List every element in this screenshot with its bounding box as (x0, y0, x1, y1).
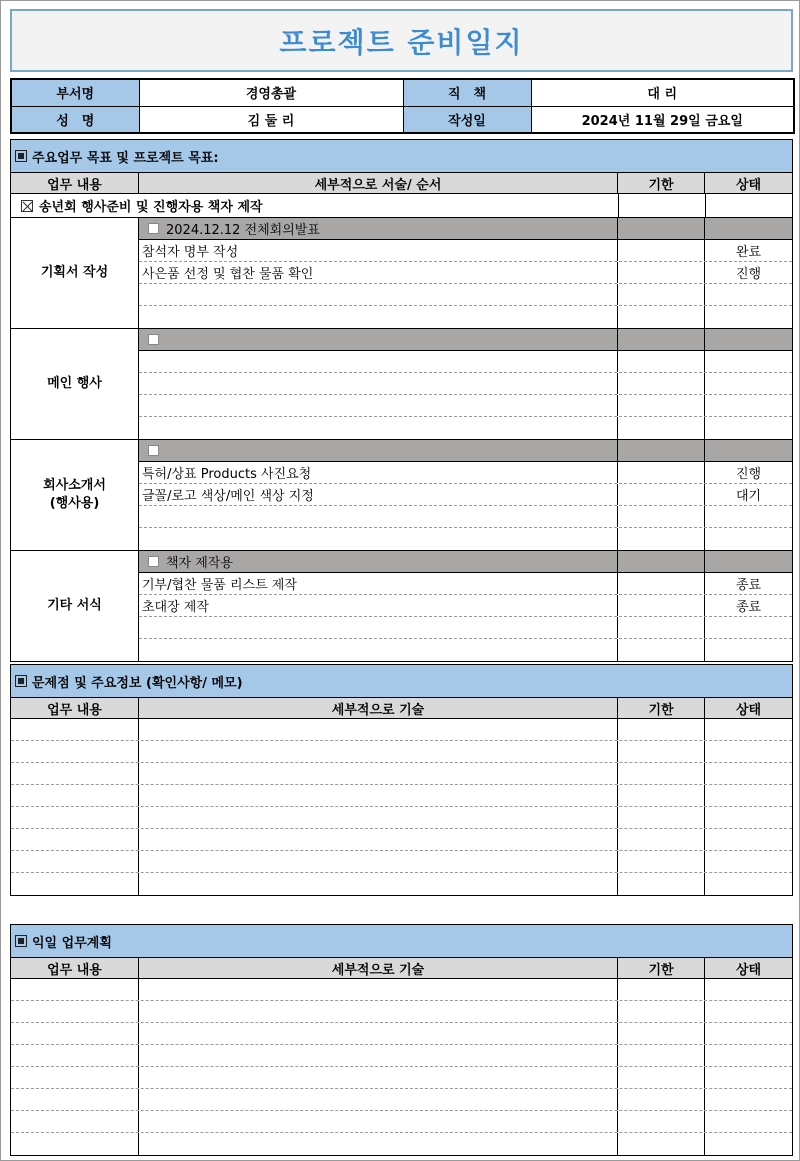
status-cell[interactable]: 완료 (735, 245, 762, 260)
blank-cell[interactable] (11, 829, 139, 850)
col-task: 업무 내용 (11, 698, 139, 718)
blank-cell[interactable] (139, 719, 618, 740)
task-detail-cell[interactable] (139, 506, 618, 527)
checkbox-icon[interactable] (148, 334, 159, 345)
blank-cell[interactable] (618, 785, 705, 806)
task-group (11, 218, 792, 329)
blank-cell[interactable] (618, 763, 705, 784)
blank-cell[interactable] (11, 763, 139, 784)
dept-value[interactable]: 경영총괄 (139, 79, 403, 106)
goals-column-header (11, 173, 792, 194)
task-detail-cell[interactable] (139, 417, 618, 439)
title-box (10, 9, 793, 72)
status-cell[interactable] (705, 417, 792, 439)
blank-cell[interactable] (705, 1067, 792, 1088)
blank-cell[interactable] (11, 1045, 139, 1066)
checkbox-icon[interactable] (148, 223, 159, 234)
blank-cell[interactable] (618, 719, 705, 740)
status-cell[interactable] (705, 284, 792, 305)
task-detail-cell[interactable] (139, 351, 618, 372)
blank-cell[interactable] (705, 763, 792, 784)
blank-cell[interactable] (11, 1089, 139, 1110)
table-row (139, 240, 792, 262)
blank-cell[interactable] (705, 1133, 792, 1155)
table-row (139, 639, 792, 661)
goals-section-heading (11, 140, 792, 173)
deadline-cell[interactable] (618, 351, 705, 372)
status-cell[interactable] (705, 528, 792, 550)
blank-cell[interactable] (139, 1133, 618, 1155)
table-row (139, 262, 792, 284)
checkbox-icon[interactable] (148, 556, 159, 567)
col-detail: 세부적으로 기술 (139, 958, 618, 978)
blank-cell[interactable] (11, 1133, 139, 1155)
blank-cell[interactable] (618, 873, 705, 895)
blank-cell[interactable] (618, 829, 705, 850)
table-row (139, 284, 792, 306)
task-detail-cell[interactable] (139, 528, 618, 550)
task-detail-cell[interactable]: 특허/상표 Products 사진요청 (139, 462, 618, 483)
deadline-cell[interactable] (618, 484, 705, 505)
col-status: 상태 (735, 177, 762, 193)
blank-cell[interactable] (11, 785, 139, 806)
blank-cell[interactable] (705, 741, 792, 762)
task-detail-cell[interactable] (139, 306, 618, 328)
task-groups (11, 218, 792, 661)
table-row (139, 462, 792, 484)
table-row (11, 1001, 792, 1023)
task-detail-cell[interactable]: 사은품 선정 및 협찬 물품 확인 (139, 262, 618, 283)
blank-cell[interactable] (139, 851, 618, 872)
blank-cell[interactable] (139, 1089, 618, 1110)
blank-cell[interactable] (705, 785, 792, 806)
page-title: 프로젝트 준비일지 (279, 25, 524, 59)
table-row (11, 1133, 792, 1155)
blank-cell[interactable] (705, 1045, 792, 1066)
status-cell[interactable] (705, 639, 792, 661)
blank-cell[interactable] (618, 1023, 705, 1044)
status-cell[interactable]: 종료 (735, 578, 762, 593)
deadline-cell[interactable] (618, 373, 705, 394)
table-row (11, 873, 792, 895)
group-header-row (139, 440, 792, 462)
task-detail-cell[interactable]: 참석자 명부 작성 (139, 240, 618, 261)
name-label: 성 명 (11, 106, 139, 133)
blank-cell[interactable] (11, 1111, 139, 1132)
table-row (11, 719, 792, 741)
plan-section (10, 924, 793, 1156)
checkbox-icon[interactable] (148, 445, 159, 456)
issues-section-heading (11, 665, 792, 698)
dept-label: 부서명 (11, 79, 139, 106)
goals-heading-text: 주요업무 목표 및 프로젝트 목표: (32, 150, 219, 166)
task-group (11, 551, 792, 661)
square-bullet-icon (15, 675, 27, 687)
task-detail-cell[interactable] (139, 639, 618, 661)
square-bullet-icon (15, 150, 27, 162)
table-row (139, 595, 792, 617)
table-row (139, 617, 792, 639)
table-row (11, 1089, 792, 1111)
status-cell[interactable] (705, 373, 792, 394)
table-row (11, 1023, 792, 1045)
blank-cell[interactable] (139, 741, 618, 762)
deadline-cell[interactable] (618, 417, 705, 439)
group-name: 기타 서식 (11, 551, 139, 661)
blank-cell[interactable] (705, 1111, 792, 1132)
deadline-cell[interactable] (618, 462, 705, 483)
group-header-row (139, 218, 792, 240)
blank-cell[interactable] (11, 1001, 139, 1022)
table-row (11, 1111, 792, 1133)
table-row (139, 306, 792, 328)
blank-cell[interactable] (618, 851, 705, 872)
status-cell[interactable]: 종료 (735, 600, 762, 615)
blank-cell[interactable] (139, 1001, 618, 1022)
table-row (11, 807, 792, 829)
blank-cell[interactable] (705, 873, 792, 895)
blank-cell[interactable] (705, 1023, 792, 1044)
blank-cell[interactable] (705, 851, 792, 872)
col-detail: 세부적으로 서술/ 순서 (139, 173, 618, 193)
task-detail-cell[interactable]: 초대장 제작 (139, 595, 618, 616)
status-cell[interactable] (705, 617, 792, 638)
status-cell[interactable]: 진행 (735, 467, 762, 482)
blank-cell[interactable] (618, 1111, 705, 1132)
table-row (139, 484, 792, 506)
blank-cell[interactable] (618, 1001, 705, 1022)
table-row (139, 506, 792, 528)
info-row (11, 79, 794, 106)
blank-cell[interactable] (705, 807, 792, 828)
blank-cell[interactable] (139, 785, 618, 806)
blank-cell[interactable] (139, 829, 618, 850)
issues-heading-text: 문제점 및 주요정보 (확인사항/ 메모) (32, 675, 243, 691)
task-detail-cell[interactable] (139, 373, 618, 394)
blank-cell[interactable] (139, 763, 618, 784)
name-value[interactable]: 김 둘 리 (139, 106, 403, 133)
blank-cell[interactable] (139, 1111, 618, 1132)
col-status: 상태 (735, 702, 762, 718)
deadline-cell[interactable] (618, 573, 705, 594)
table-row (11, 1045, 792, 1067)
blank-cell[interactable] (139, 979, 618, 1000)
group-name: 메인 행사 (11, 329, 139, 439)
blank-cell[interactable] (11, 741, 139, 762)
col-task: 업무 내용 (11, 173, 139, 193)
blank-cell[interactable] (11, 719, 139, 740)
plan-grid (11, 979, 792, 1155)
deadline-cell[interactable] (618, 240, 705, 261)
info-table (10, 78, 795, 134)
deadline-cell[interactable] (618, 595, 705, 616)
table-row (11, 829, 792, 851)
date-label: 작성일 (403, 106, 531, 133)
date-value[interactable]: 2024년 11월 29일 금요일 (531, 106, 794, 133)
blank-cell[interactable] (705, 1001, 792, 1022)
square-bullet-icon (15, 935, 27, 947)
status-cell[interactable]: 대기 (735, 489, 762, 504)
group-name: 기획서 작성 (11, 218, 139, 328)
col-detail: 세부적으로 기술 (139, 698, 618, 718)
blank-cell[interactable] (618, 1045, 705, 1066)
group-header-text: 책자 제작용 (166, 556, 233, 571)
blank-cell[interactable] (705, 719, 792, 740)
blank-cell[interactable] (618, 979, 705, 1000)
blank-cell[interactable] (139, 873, 618, 895)
task-detail-cell[interactable] (139, 395, 618, 416)
blank-cell[interactable] (705, 1089, 792, 1110)
blank-cell[interactable] (11, 1023, 139, 1044)
deadline-cell[interactable] (618, 639, 705, 661)
plan-heading-text: 익일 업무계획 (32, 935, 112, 951)
group-header-row (139, 329, 792, 351)
table-row (11, 763, 792, 785)
blank-cell[interactable] (139, 1023, 618, 1044)
col-task: 업무 내용 (11, 958, 139, 978)
blank-cell[interactable] (11, 1067, 139, 1088)
task-detail-cell[interactable]: 글꼴/로고 색상/메인 색상 지정 (139, 484, 618, 505)
deadline-cell[interactable] (618, 395, 705, 416)
deadline-cell[interactable] (618, 528, 705, 550)
blank-cell[interactable] (618, 1089, 705, 1110)
col-deadline: 기한 (618, 698, 705, 718)
table-row (139, 395, 792, 417)
plan-section-heading (11, 925, 792, 958)
group-header-row (139, 551, 792, 573)
position-value[interactable]: 대 리 (531, 79, 794, 106)
deadline-cell[interactable] (618, 306, 705, 328)
task-detail-cell[interactable] (139, 284, 618, 305)
blank-cell[interactable] (139, 1067, 618, 1088)
table-row (11, 741, 792, 763)
blank-cell[interactable] (139, 807, 618, 828)
blank-cell[interactable] (705, 979, 792, 1000)
blank-cell[interactable] (618, 807, 705, 828)
status-cell[interactable]: 진행 (735, 267, 762, 282)
issues-grid (11, 719, 792, 895)
table-row (11, 785, 792, 807)
blank-cell[interactable] (618, 741, 705, 762)
task-detail-cell[interactable] (139, 617, 618, 638)
status-cell[interactable] (705, 506, 792, 527)
checked-box-icon (21, 200, 33, 212)
status-cell[interactable] (705, 395, 792, 416)
project-subtitle: 송년회 행사준비 및 진행자용 책자 제작 (39, 200, 263, 215)
info-row (11, 106, 794, 133)
col-status: 상태 (735, 962, 762, 978)
group-name: 회사소개서 (행사용) (11, 440, 139, 550)
project-subtitle-row (11, 194, 792, 218)
blank-cell[interactable] (11, 979, 139, 1000)
issues-section (10, 664, 793, 896)
deadline-cell[interactable] (618, 617, 705, 638)
table-row (11, 979, 792, 1001)
group-header-text: 2024.12.12 전체회의발표 (166, 223, 320, 238)
goals-section (10, 139, 793, 662)
plan-column-header (11, 958, 792, 979)
status-cell[interactable] (705, 351, 792, 372)
task-group (11, 329, 792, 440)
table-row (139, 528, 792, 550)
blank-cell[interactable] (11, 807, 139, 828)
col-deadline: 기한 (618, 173, 705, 193)
status-cell[interactable] (705, 306, 792, 328)
blank-cell[interactable] (11, 873, 139, 895)
blank-cell[interactable] (705, 829, 792, 850)
deadline-cell[interactable] (618, 262, 705, 283)
table-row (139, 373, 792, 395)
table-row (139, 573, 792, 595)
table-row (139, 417, 792, 439)
blank-cell[interactable] (11, 851, 139, 872)
issues-column-header (11, 698, 792, 719)
table-row (11, 1067, 792, 1089)
col-deadline: 기한 (618, 958, 705, 978)
blank-cell[interactable] (618, 1067, 705, 1088)
table-row (139, 351, 792, 373)
table-row (11, 851, 792, 873)
blank-cell[interactable] (618, 1133, 705, 1155)
blank-cell[interactable] (139, 1045, 618, 1066)
task-group (11, 440, 792, 551)
deadline-cell[interactable] (618, 284, 705, 305)
task-detail-cell[interactable]: 기부/협찬 물품 리스트 제작 (139, 573, 618, 594)
deadline-cell[interactable] (618, 506, 705, 527)
position-label: 직 책 (403, 79, 531, 106)
